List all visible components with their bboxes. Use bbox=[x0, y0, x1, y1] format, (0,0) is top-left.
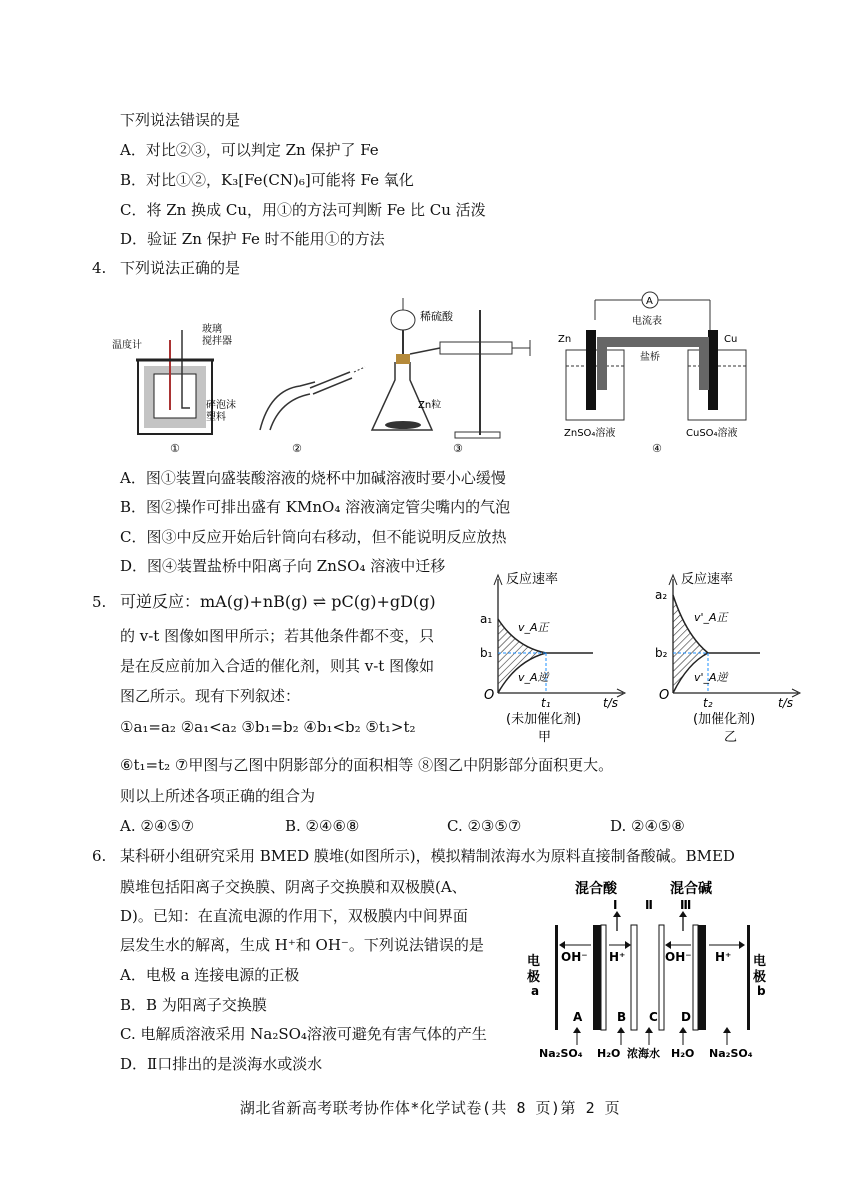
q3-stem: 下列说法错误的是 bbox=[120, 111, 241, 129]
label-mixed-base: 混合碱 bbox=[670, 881, 712, 897]
ylabel-yi: 反应速率 bbox=[681, 572, 734, 587]
caption-yi: (加催化剂) bbox=[693, 712, 756, 727]
q3-option-a: A．对比②③，可以判定 Zn 保护了 Fe bbox=[120, 141, 379, 159]
membrane-d-dark bbox=[698, 925, 706, 1030]
port-3: Ⅲ bbox=[680, 898, 692, 912]
galvanic-cell-figure bbox=[558, 292, 746, 455]
q3-option-c: C．将 Zn 换成 Cu，用①的方法可判断 Fe 比 Cu 活泼 bbox=[120, 201, 486, 219]
ylabel-jia: 反应速率 bbox=[506, 572, 559, 587]
label-mixed-acid: 混合酸 bbox=[575, 881, 617, 897]
burette-figure bbox=[260, 367, 365, 455]
q5-line5: ①a₁=a₂ ②a₁<a₂ ③b₁=b₂ ④b₁<b₂ ⑤t₁>t₂ bbox=[120, 718, 416, 736]
caption-1: ① bbox=[170, 442, 180, 455]
q6-line4: 层发生水的解离，生成 H⁺和 OH⁻。下列说法错误的是 bbox=[120, 936, 484, 954]
electrode-a bbox=[555, 925, 558, 1030]
svg-text:b: b bbox=[757, 984, 766, 998]
t1-label: t₁ bbox=[541, 696, 551, 710]
label-znso4: ZnSO₄溶液 bbox=[564, 428, 616, 439]
label-thermometer: 温度计 bbox=[112, 340, 142, 351]
q6-line2: 膜堆包括阳离子交换膜、阴离子交换膜和双极膜(A、 bbox=[120, 878, 467, 896]
q4-option-d: D．图④装置盐桥中阳离子向 ZnSO₄ 溶液中迁移 bbox=[120, 557, 446, 575]
q6-option-b: B．B 为阳离子交换膜 bbox=[120, 996, 267, 1014]
q5-line6: ⑥t₁=t₂ ⑦甲图与乙图中阴影部分的面积相等 ⑧图乙中阴影部分面积更大。 bbox=[120, 756, 614, 774]
electrode-a-label: 电 bbox=[527, 954, 541, 969]
name-jia: 甲 bbox=[538, 730, 552, 745]
origin-jia: O bbox=[484, 688, 495, 703]
q6-option-d: D．Ⅱ口排出的是淡海水或淡水 bbox=[120, 1055, 323, 1073]
label-ammeter: 电流表 bbox=[632, 316, 662, 327]
label-mem-c: C bbox=[649, 1010, 658, 1024]
q5-number: 5. bbox=[92, 593, 107, 611]
q3-option-d: D．验证 Zn 保护 Fe 时不能用①的方法 bbox=[120, 230, 385, 248]
q5-line4: 图乙所示。现有下列叙述： bbox=[120, 687, 301, 705]
q5-line7: 则以上所述各项正确的组合为 bbox=[120, 787, 316, 805]
origin-yi: O bbox=[659, 688, 670, 703]
svg-text:塑料: 塑料 bbox=[206, 412, 226, 423]
caption-jia: (未加催化剂) bbox=[506, 712, 582, 727]
q6-bmed-diagram bbox=[525, 875, 785, 1060]
q5-line3: 是在反应前加入合适的催化剂，则其 v-t 图像如 bbox=[120, 657, 435, 675]
label-stirrer: 玻璃 bbox=[202, 324, 222, 335]
b1-label: b₁ bbox=[480, 646, 493, 660]
label-mem-a: A bbox=[573, 1010, 583, 1024]
name-yi: 乙 bbox=[724, 730, 738, 745]
vfwd-yi: v'_A正 bbox=[694, 611, 728, 624]
label-mem-d: D bbox=[681, 1010, 691, 1024]
svg-text:a: a bbox=[531, 984, 540, 998]
label-mem-b: B bbox=[617, 1010, 627, 1024]
calorimeter-figure bbox=[112, 322, 236, 455]
graph-yi bbox=[655, 571, 800, 745]
q6-line1: 某科研小组研究采用 BMED 膜堆(如图所示)，模拟精制浓海水为原料直接制备酸碱。BMED bbox=[120, 847, 735, 865]
svg-text:极: 极 bbox=[753, 970, 767, 985]
q5-line1: 可逆反应：mA(g)+nB(g) ⇌ pC(g)+gD(g) bbox=[120, 592, 436, 611]
electrode-b bbox=[747, 925, 750, 1030]
q6-line3: D)。已知：在直流电源的作用下，双极膜内中间界面 bbox=[120, 907, 468, 925]
q5-option-a: A. ②④⑤⑦ bbox=[120, 817, 195, 835]
q6-option-c: C. 电解质溶液采用 Na₂SO₄溶液可避免有害气体的产生 bbox=[120, 1025, 487, 1043]
vrev-jia: v_A逆 bbox=[518, 671, 549, 684]
inlet-na2so4-left: Na₂SO₄ bbox=[539, 1047, 583, 1060]
q5-option-b: B. ②④⑥⑧ bbox=[285, 817, 360, 835]
caption-2: ② bbox=[292, 442, 302, 455]
ion-h-left: H⁺ bbox=[609, 950, 626, 964]
label-acid: 稀硫酸 bbox=[420, 310, 453, 323]
vrev-yi: v'_A逆 bbox=[694, 671, 728, 684]
q5-line2: 的 v-t 图像如图甲所示；若其他条件都不变，只 bbox=[120, 627, 435, 645]
q6-option-a: A．电极 a 连接电源的正极 bbox=[120, 966, 300, 984]
caption-3: ③ bbox=[453, 442, 463, 455]
xunit-jia: t/s bbox=[603, 696, 618, 710]
label-foam: 碎泡沫 bbox=[206, 400, 236, 411]
ammeter-icon: A bbox=[646, 296, 653, 307]
svg-text:搅拌器: 搅拌器 bbox=[202, 336, 232, 347]
ion-oh-right: OH⁻ bbox=[665, 950, 692, 964]
electrode-b-label: 电 bbox=[753, 954, 767, 969]
q4-apparatus-figure bbox=[110, 290, 790, 460]
q4-number: 4. bbox=[92, 259, 107, 277]
q5-vt-graphs bbox=[468, 565, 818, 745]
a2-label: a₂ bbox=[655, 588, 668, 602]
label-zn: Zn bbox=[558, 334, 572, 345]
membrane-a-dark bbox=[593, 925, 601, 1030]
membrane-b bbox=[631, 925, 637, 1030]
t2-label: t₂ bbox=[703, 696, 713, 710]
inlet-na2so4-right: Na₂SO₄ bbox=[709, 1047, 753, 1060]
q3-option-b: B．对比①②，K₃[Fe(CN)₆]可能将 Fe 氧化 bbox=[120, 171, 414, 189]
q6-number: 6. bbox=[92, 847, 107, 865]
q4-option-b: B．图②操作可排出盛有 KMnO₄ 溶液滴定管尖嘴内的气泡 bbox=[120, 498, 511, 516]
xunit-yi: t/s bbox=[778, 696, 793, 710]
ion-oh-left: OH⁻ bbox=[561, 950, 588, 964]
label-salt-bridge: 盐桥 bbox=[640, 352, 660, 363]
q4-option-c: C．图③中反应开始后针筒向右移动，但不能说明反应放热 bbox=[120, 528, 507, 546]
port-2: Ⅱ bbox=[645, 898, 653, 912]
q5-option-c: C. ②③⑤⑦ bbox=[447, 817, 522, 835]
ion-h-right: H⁺ bbox=[715, 950, 732, 964]
b2-label: b₂ bbox=[655, 646, 668, 660]
flask-syringe-figure bbox=[372, 298, 530, 455]
graph-jia bbox=[480, 571, 625, 745]
q5-option-d: D. ②④⑤⑧ bbox=[610, 817, 685, 835]
label-zn-grain: Zn粒 bbox=[418, 400, 442, 411]
label-cu: Cu bbox=[724, 334, 738, 345]
a1-label: a₁ bbox=[480, 612, 493, 626]
membrane-c bbox=[659, 925, 664, 1030]
port-1: Ⅰ bbox=[613, 898, 618, 912]
vfwd-jia: v_A正 bbox=[518, 621, 549, 634]
page-footer: 湖北省新高考联考协作体*化学试卷(共 8 页)第 2 页 bbox=[239, 1099, 621, 1117]
label-cuso4: CuSO₄溶液 bbox=[686, 428, 738, 439]
caption-4: ④ bbox=[652, 442, 662, 455]
inlet-seawater: 浓海水 bbox=[627, 1047, 660, 1060]
inlet-h2o-right: H₂O bbox=[671, 1047, 695, 1060]
q4-stem: 下列说法正确的是 bbox=[120, 259, 241, 277]
q4-option-a: A．图①装置向盛装酸溶液的烧杯中加碱溶液时要小心缓慢 bbox=[120, 469, 506, 487]
inlet-h2o-left: H₂O bbox=[597, 1047, 621, 1060]
svg-text:极: 极 bbox=[527, 970, 541, 985]
